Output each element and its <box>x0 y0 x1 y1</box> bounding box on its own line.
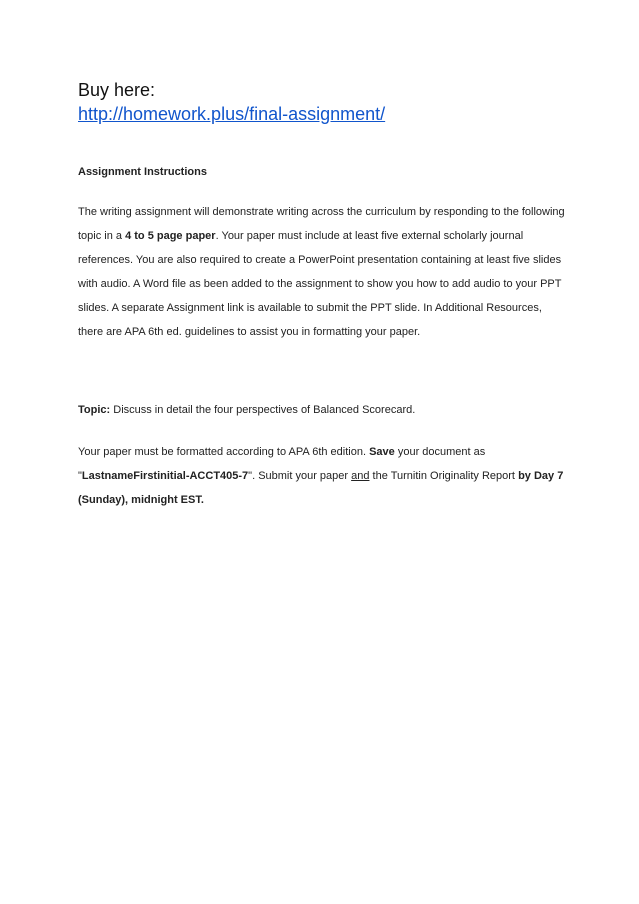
and-underline: and <box>351 470 370 482</box>
format-text-4: the Turnitin Originality Report <box>369 470 519 482</box>
assignment-instructions-heading: Assignment Instructions <box>78 166 207 178</box>
buy-here-label: Buy here: <box>78 80 156 100</box>
deadline-emphasis: by Day 7 (Sunday), midnight EST. <box>78 470 564 506</box>
instructions-paragraph <box>78 200 568 344</box>
document-content <box>78 78 568 506</box>
page-count-emphasis: 4 to 5 page paper <box>125 230 216 242</box>
instructions-text-2: . Your paper must include at least five external scholarly journal references. You are also required to create a PowerPoint presentation containing at least five slides with audio. A Word file as been added to the assignment to show you how to add audio to your PPT slides. A separate Assignment link is available to submit the PPT slide. In Additional Resources, there are APA 6th ed. guidelines to assist you in formatting your paper. <box>78 230 562 338</box>
instructions-text-1: The writing assignment will demonstrate writing across the curriculum by responding to the following topic in a <box>78 206 565 242</box>
format-paragraph <box>78 440 568 512</box>
topic-paragraph <box>78 398 568 422</box>
format-text-2: your document as " <box>78 446 486 482</box>
filename-emphasis: LastnameFirstinitial-ACCT405-7 <box>81 470 249 482</box>
save-emphasis: Save <box>369 446 395 458</box>
topic-label: Topic: <box>78 404 111 416</box>
topic-text: Discuss in detail the four perspectives of Balanced Scorecard. <box>110 404 416 416</box>
format-text-1: Your paper must be formatted according to APA 6th edition. <box>78 446 370 458</box>
format-text-3: ". Submit your paper <box>248 470 352 482</box>
assignment-link[interactable]: http://homework.plus/final-assignment/ <box>78 104 386 124</box>
